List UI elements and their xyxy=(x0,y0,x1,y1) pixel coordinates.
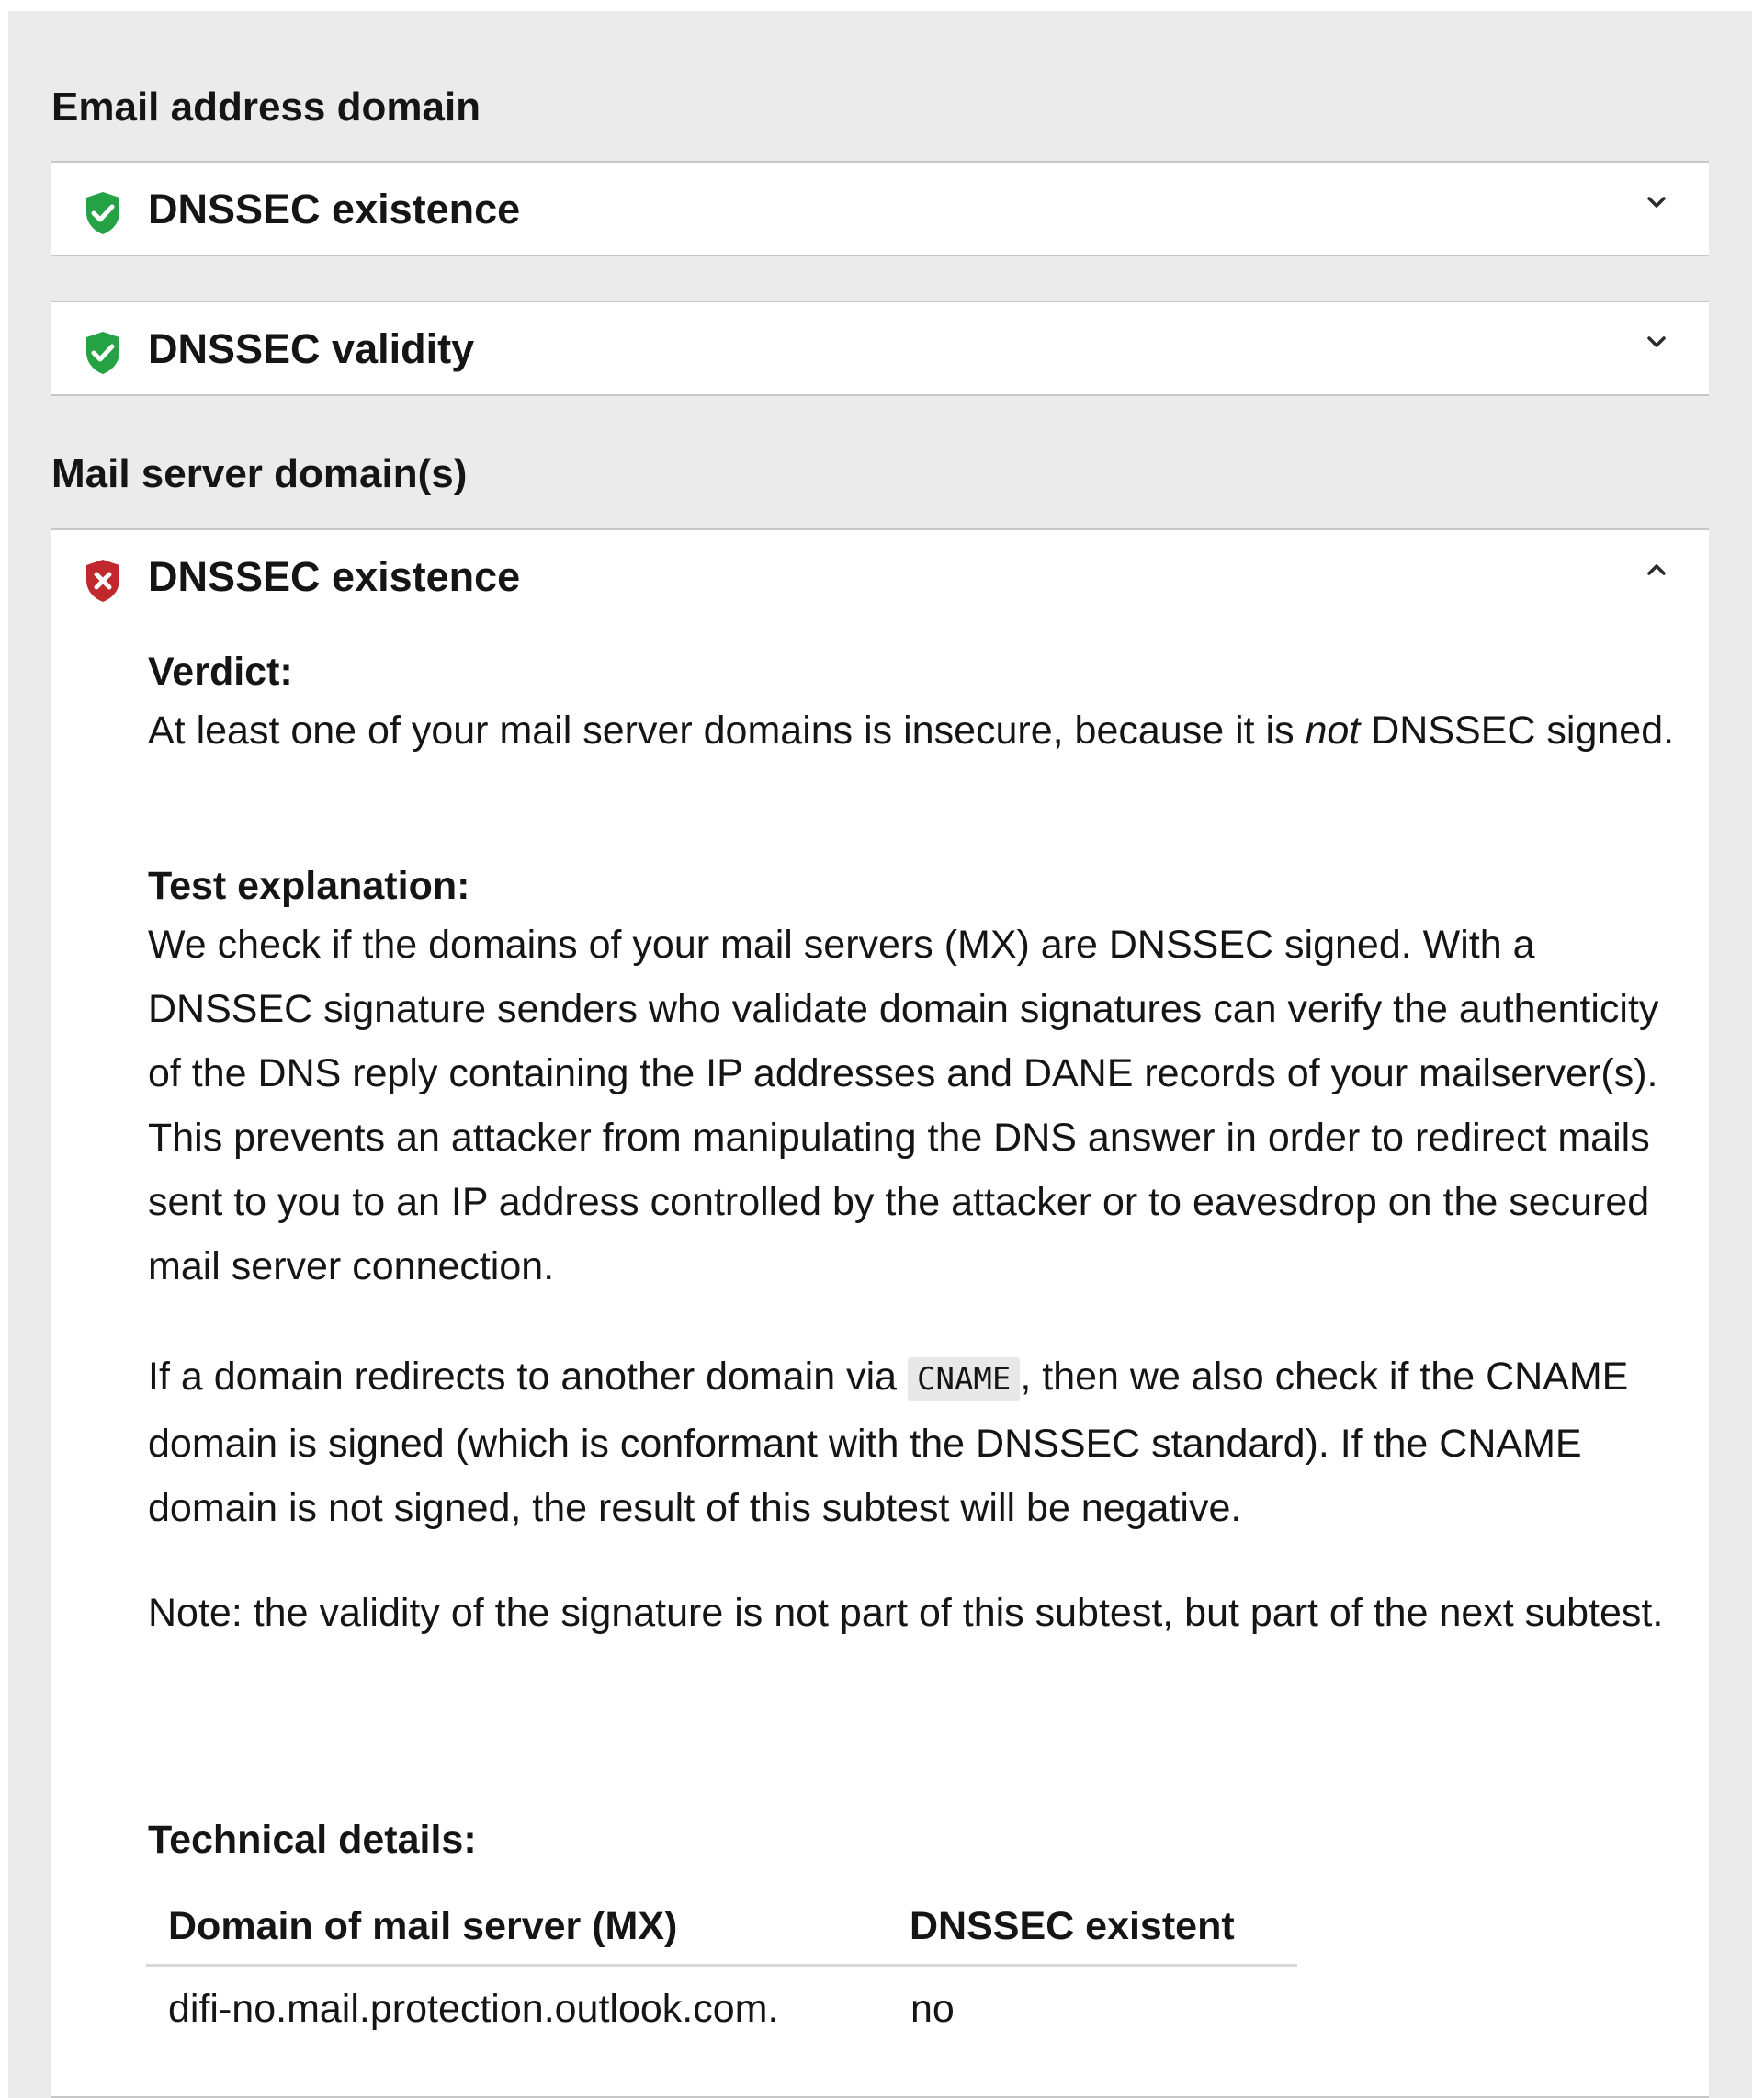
table-header-row xyxy=(146,1888,1297,1966)
explanation-block xyxy=(148,859,1682,1298)
chevron-up-icon[interactable] xyxy=(1641,556,1672,584)
test-title: DNSSEC existence xyxy=(148,186,521,232)
verdict-text-emphasis: not xyxy=(1305,709,1361,753)
table-cell-dnssec-existent: no xyxy=(910,1986,955,2031)
table-header-domain: Domain of mail server (MX) xyxy=(146,1888,910,1966)
table-cell-domain: difi-no.mail.protection.outlook.com. xyxy=(168,1986,779,2031)
results-panel xyxy=(8,11,1752,2098)
chevron-down-icon[interactable] xyxy=(1641,188,1672,216)
verdict-text-start: At least one of your mail server domains is insecure, because it is xyxy=(148,709,1306,753)
test-card-mail-dnssec-existence xyxy=(51,528,1709,2098)
test-card-email-dnssec-validity xyxy=(51,301,1709,396)
explanation-p2-end: , then we also check if the CNAME domain is signed (which is conformant with the DNSSEC standard). If the CNAME domain is not signed, the result of this subtest will be negative. xyxy=(148,1355,1629,1530)
explanation-label: Test explanation: xyxy=(148,864,470,908)
shield-x-icon xyxy=(83,558,123,604)
test-title: DNSSEC validity xyxy=(148,325,475,372)
test-header-email-dnssec-validity[interactable] xyxy=(51,302,1709,394)
note-text: Note: the validity of the signature is not part of this subtest, but part of the next subtest. xyxy=(148,1591,1664,1635)
explanation-paragraph-2 xyxy=(148,1344,1682,1540)
test-header-mail-dnssec-existence[interactable] xyxy=(51,530,1709,622)
chevron-down-icon[interactable] xyxy=(1641,328,1672,356)
explanation-paragraph-1: We check if the domains of your mail servers (MX) are DNSSEC signed. With a DNSSEC signature senders who validate domain signatures can verify the authenticity of the DNS reply containing the IP addresses and DANE records of your mailserver(s). This prevents an attacker from manipulating the DNS answer in order to redirect mails sent to you to an IP address controlled by the attacker or to eavesdrop on the secured mail server connection. xyxy=(148,923,1659,1288)
explanation-p2-start: If a domain redirects to another domain via xyxy=(148,1355,908,1399)
technical-details-table xyxy=(146,1888,1297,2051)
shield-check-icon xyxy=(83,190,123,236)
table-row xyxy=(146,1966,1297,2052)
section-heading-mail-server-domains: Mail server domain(s) xyxy=(51,451,468,496)
table-header-dnssec-existent: DNSSEC existent xyxy=(910,1888,1297,1966)
explanation-paragraph-3 xyxy=(148,1581,1682,1645)
test-title: DNSSEC existence xyxy=(148,553,521,600)
verdict-block xyxy=(148,645,1682,763)
test-card-email-dnssec-existence xyxy=(51,161,1709,256)
section-heading-email-domain: Email address domain xyxy=(51,85,481,130)
technical-details-block xyxy=(148,1813,1682,1866)
technical-details-label: Technical details: xyxy=(148,1818,477,1862)
shield-check-icon xyxy=(83,330,123,376)
verdict-text-end: DNSSEC signed. xyxy=(1360,709,1675,753)
verdict-text xyxy=(148,698,1682,763)
inline-code-cname: CNAME xyxy=(908,1357,1020,1401)
test-header-email-dnssec-existence[interactable] xyxy=(51,163,1709,255)
verdict-label: Verdict: xyxy=(148,650,293,694)
